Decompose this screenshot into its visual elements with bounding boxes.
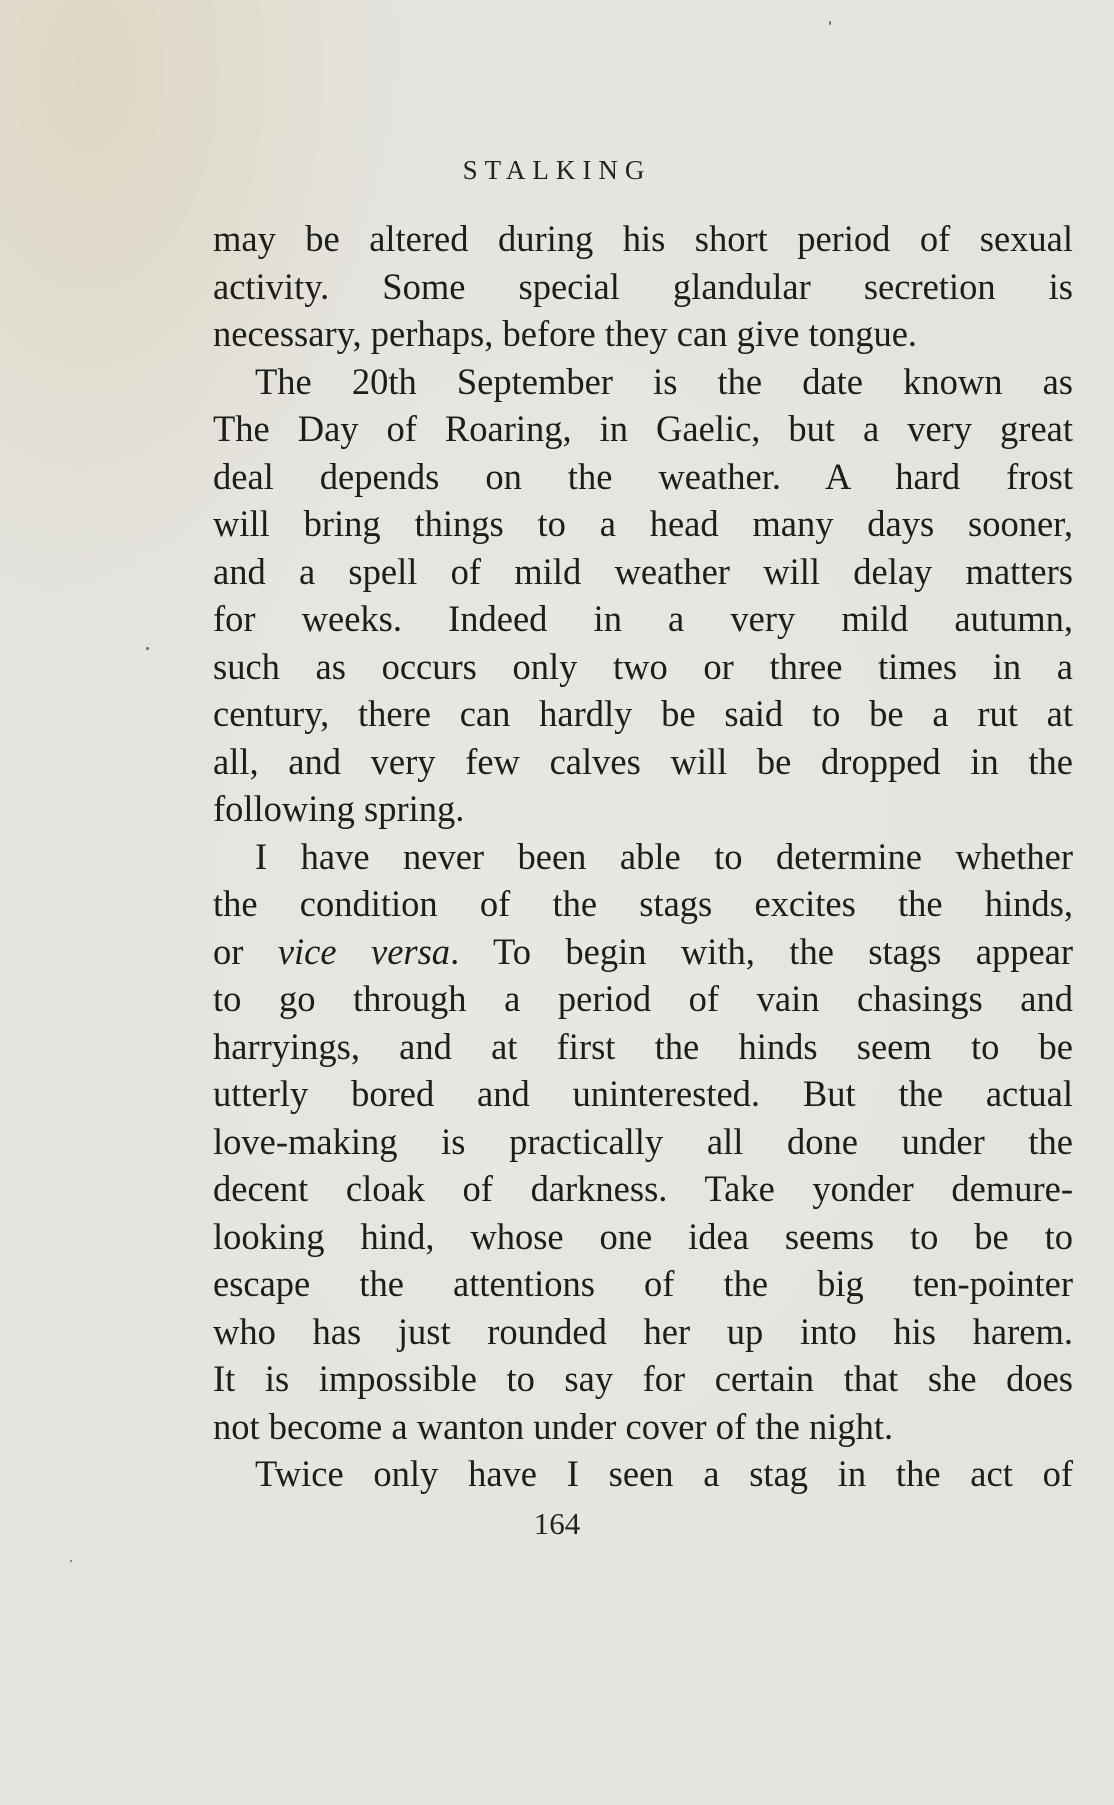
text-line: Twice only have I seen a stag in the act of bbox=[255, 1453, 1073, 1494]
text-line: deal depends on the weather. A hard frost bbox=[213, 455, 1073, 497]
text-line: to go through a period of vain chasings and bbox=[213, 978, 1073, 1019]
text-line: The 20th September is the date known as bbox=[255, 360, 1073, 402]
paper-speck bbox=[829, 21, 831, 25]
running-head: STALKING bbox=[462, 155, 652, 185]
text-line: The Day of Roaring, in Gaelic, but a very great bbox=[213, 408, 1073, 449]
paragraph-1 bbox=[213, 215, 1073, 358]
text-run: . To begin with, the stags appear bbox=[450, 930, 1073, 972]
text-line: necessary, perhaps, before they can give tongue. bbox=[213, 313, 918, 354]
text-line: following spring. bbox=[213, 788, 465, 829]
text-line: for weeks. Indeed in a very mild autumn, bbox=[213, 598, 1073, 639]
text-line-with-italic bbox=[213, 928, 1073, 976]
text-line: all, and very few calves will be dropped in the bbox=[213, 740, 1073, 782]
paper-speck bbox=[146, 647, 149, 650]
text-line: activity. Some special glandular secretion is bbox=[213, 265, 1073, 307]
paper-speck bbox=[70, 1560, 72, 1562]
text-line: It is impossible to say for certain that she does bbox=[213, 1358, 1073, 1399]
text-line: love-making is practically all done under the bbox=[213, 1120, 1073, 1162]
paragraph-3 bbox=[213, 833, 1073, 1451]
body-text bbox=[213, 215, 1073, 1498]
paragraph-2 bbox=[213, 358, 1073, 833]
text-line: may be altered during his short period of sexual bbox=[213, 218, 1073, 259]
italic-phrase: vice versa bbox=[277, 930, 451, 972]
text-line: not become a wanton under cover of the night. bbox=[213, 1405, 894, 1447]
text-line: I have never been able to determine whether bbox=[255, 835, 1073, 877]
text-line: harryings, and at first the hinds seem to be bbox=[213, 1025, 1073, 1067]
text-line: such as occurs only two or three times in a bbox=[213, 645, 1073, 687]
text-line: the condition of the stags excites the hinds, bbox=[213, 883, 1073, 924]
text-line: and a spell of mild weather will delay matters bbox=[213, 550, 1073, 592]
page-number: 164 bbox=[533, 1506, 581, 1541]
text-line: who has just rounded her up into his harem. bbox=[213, 1310, 1073, 1352]
text-run: or bbox=[213, 930, 278, 972]
text-line: century, there can hardly be said to be a rut at bbox=[213, 693, 1073, 734]
text-line: decent cloak of darkness. Take yonder demure- bbox=[213, 1168, 1073, 1209]
text-line: escape the attentions of the big ten-pointer bbox=[213, 1263, 1073, 1304]
text-line: looking hind, whose one idea seems to be to bbox=[213, 1215, 1073, 1257]
paragraph-4 bbox=[213, 1450, 1073, 1498]
text-line: utterly bored and uninterested. But the actual bbox=[213, 1073, 1073, 1114]
text-line: will bring things to a head many days sooner, bbox=[213, 503, 1073, 544]
